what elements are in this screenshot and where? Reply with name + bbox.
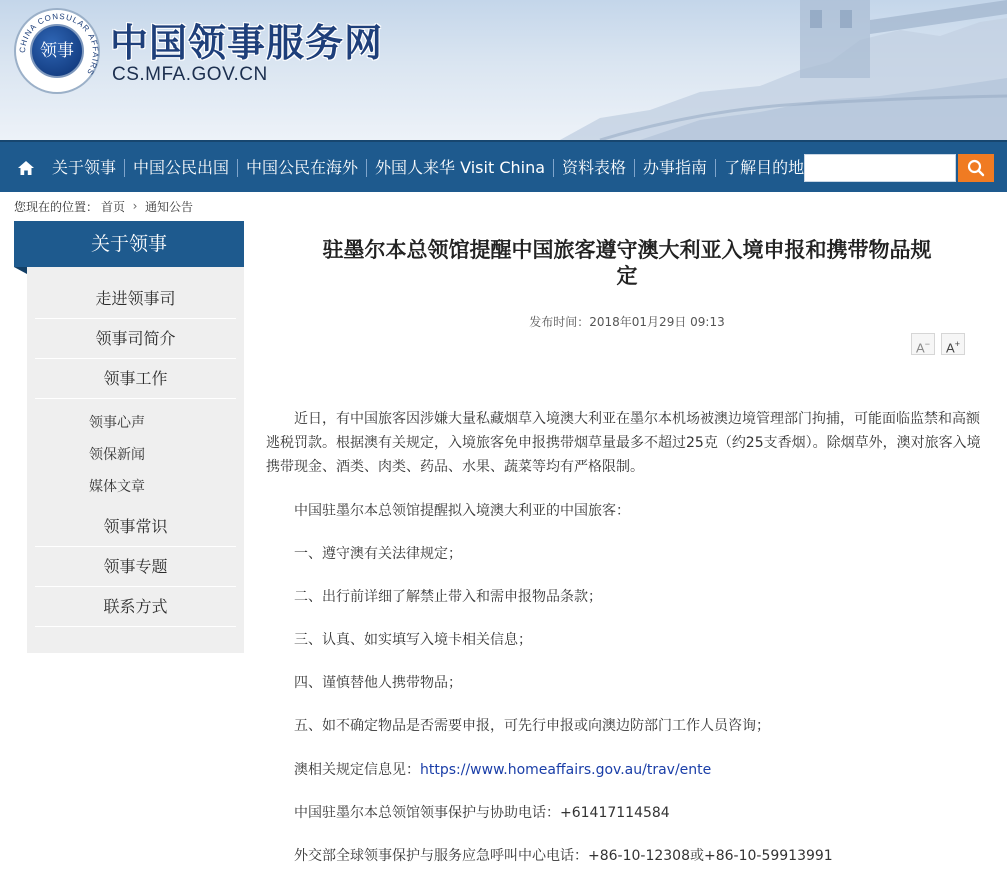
chevron-right-icon: › [132, 199, 138, 213]
info-prefix: 澳相关规定信息见： [294, 762, 420, 778]
sidebar-title [14, 221, 244, 267]
search-icon [967, 159, 985, 177]
sidebar-item-intro[interactable]: 领事司简介 [35, 319, 236, 359]
home-icon[interactable] [8, 149, 44, 187]
advice-item: 一、遵守澳有关法律规定； [294, 546, 462, 562]
logo-emblem: 领事 [30, 24, 84, 78]
advice-item: 四、谨慎替他人携带物品； [294, 675, 462, 691]
minus-icon: − [924, 339, 930, 349]
site-header [0, 0, 1007, 140]
nav-about-consular[interactable]: 关于领事 [52, 158, 117, 177]
nav-destinations[interactable]: 了解目的地 [724, 158, 805, 177]
font-increase-label: A [946, 340, 955, 356]
sidebar-item-topics[interactable]: 领事专题 [35, 547, 236, 587]
nav-citizens-abroad[interactable]: 中国公民出国 [133, 158, 230, 177]
nav-guide[interactable]: 办事指南 [643, 158, 708, 177]
sidebar-subitem-news[interactable]: 领保新闻 [89, 447, 145, 463]
site-url: CS.MFA.GOV.CN [112, 64, 268, 85]
sidebar-menu [27, 267, 244, 653]
consular-logo[interactable] [14, 8, 100, 94]
consulate-phone: 中国驻墨尔本总领馆领事保护与协助电话：+61417114584 [294, 805, 670, 821]
advice-item: 三、认真、如实填写入境卡相关信息； [294, 632, 532, 648]
font-decrease-label: A [916, 340, 925, 356]
search-input[interactable] [804, 154, 956, 182]
sidebar-title-text: 关于领事 [90, 233, 167, 255]
article-title [266, 237, 988, 289]
sidebar [14, 221, 244, 653]
nav-visit-china[interactable]: 外国人来华 Visit China [375, 158, 546, 177]
sidebar-subitem-voice[interactable]: 领事心声 [89, 415, 145, 431]
article [266, 237, 988, 864]
breadcrumb-prefix: 您现在的位置： [14, 199, 99, 214]
article-title-line: 驻墨尔本总领馆提醒中国旅客遵守澳大利亚入境申报和携带物品规 [322, 237, 932, 262]
info-line [294, 758, 711, 782]
advice-item: 二、出行前详细了解禁止带入和需申报物品条款； [294, 589, 602, 605]
article-paragraph: 中国驻墨尔本总领馆提醒拟入境澳大利亚的中国旅客： [294, 503, 630, 519]
hotline-phone: 外交部全球领事保护与服务应急呼叫中心电话：+86-10-12308或+86-10-59913991 [294, 848, 833, 864]
sidebar-title-ribbon [14, 267, 27, 274]
font-decrease-button[interactable] [911, 333, 935, 355]
nav-citizens-overseas[interactable]: 中国公民在海外 [246, 158, 359, 177]
advice-item: 五、如不确定物品是否需要申报，可先行申报或向澳边防部门工作人员咨询； [294, 718, 770, 734]
font-size-tools [911, 333, 965, 355]
publish-time: 发布时间：2018年01月29日 09:13 [529, 315, 725, 329]
breadcrumb [14, 197, 193, 215]
main-nav [0, 140, 1007, 192]
breadcrumb-current[interactable]: 通知公告 [145, 199, 194, 214]
sidebar-item-work[interactable]: 领事工作 [35, 359, 236, 399]
nav-forms[interactable]: 资料表格 [562, 158, 627, 177]
plus-icon: + [954, 339, 960, 349]
article-title-line: 定 [616, 263, 638, 288]
sidebar-item-knowledge[interactable]: 领事常识 [35, 507, 236, 547]
logo-ring-text: CHINA CONSULAR AFFAIRS [17, 11, 101, 78]
article-paragraph: 近日，有中国旅客因涉嫌大量私藏烟草入境澳大利亚在墨尔本机场被澳边境管理部门拘捕，可能面临监禁和高额逃税罚款。根据澳有关规定，入境旅客免申报携带烟草量最多不超过25克（约25支香烟）。除烟草外，澳对旅客入境携带现金、酒类、肉类、药品、水果、蔬菜等均有严格限制。 [266, 411, 981, 475]
homeaffairs-link[interactable]: https://www.homeaffairs.gov.au/trav/ente [420, 762, 712, 778]
breadcrumb-home[interactable]: 首页 [101, 199, 126, 214]
article-body [266, 407, 988, 864]
search-button[interactable] [958, 154, 994, 182]
sidebar-item-contact[interactable]: 联系方式 [35, 587, 236, 627]
site-title: 中国领事服务网 [110, 21, 384, 65]
font-increase-button[interactable] [941, 333, 965, 355]
sidebar-item-department[interactable]: 走进领事司 [35, 279, 236, 319]
sidebar-subitem-media[interactable]: 媒体文章 [89, 479, 145, 495]
